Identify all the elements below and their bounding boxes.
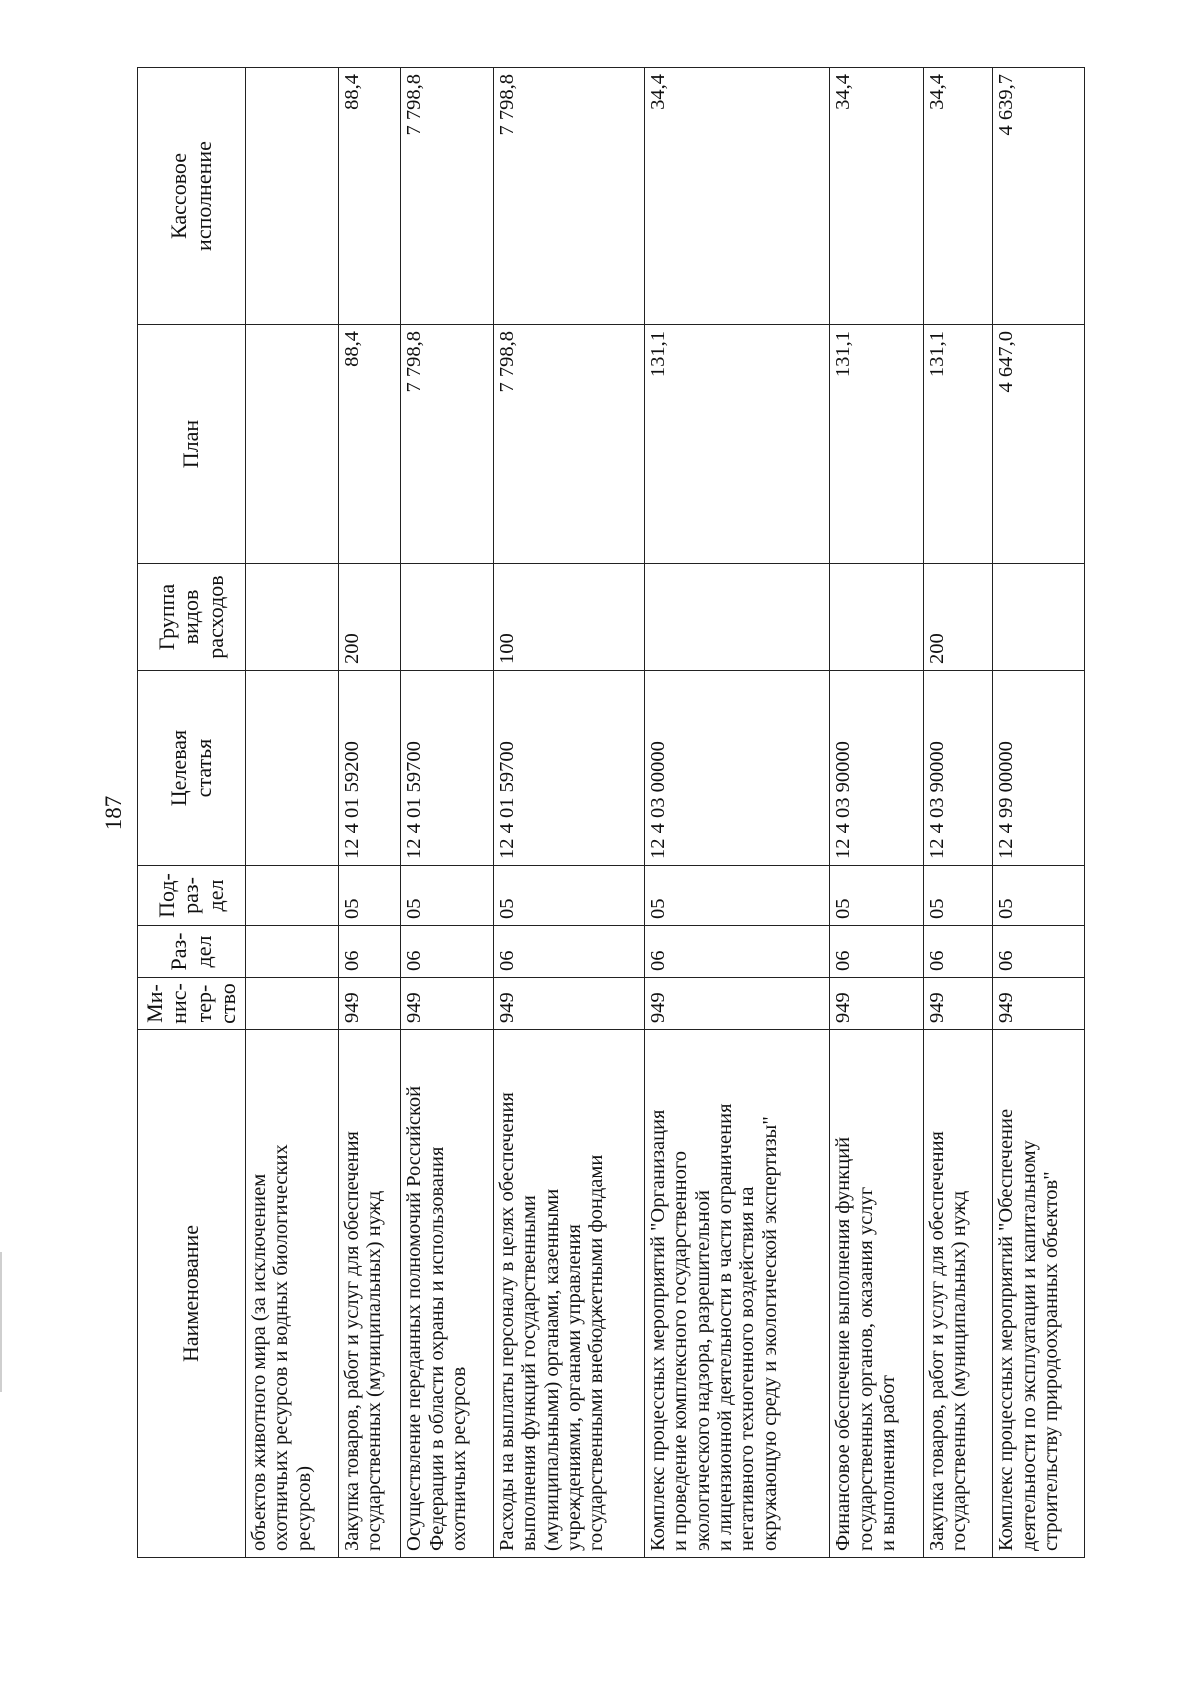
row-name: Расходы на выплаты персоналу в целях обеспечения выполнения функций государственными (муниципальными) органами, казенными учреждениями, органами управления государственными внебюджетными фондами [494,1030,645,1558]
row-section: 06 [924,926,993,978]
row-execution: 88,4 [338,68,401,325]
row-subsection [246,866,339,926]
row-plan [246,325,339,564]
row-target [246,671,339,866]
table-header [138,68,246,1558]
row-name: Осуществление переданных полномочий Российской Федерации в области охраны и использования охотничьих ресурсов [401,1030,494,1558]
row-name: Комплекс процессных мероприятий "Обеспечение деятельности по эксплуатации и капитальному строительству природоохранных объектов" [993,1030,1085,1558]
row-section: 06 [338,926,401,978]
row-plan: 131,1 [830,325,924,564]
row-ministry [246,978,339,1030]
row-target: 12 4 03 90000 [830,671,924,866]
row-expense-group [401,564,494,671]
table-row [338,68,401,1558]
row-plan: 7 798,8 [494,325,645,564]
row-ministry: 949 [924,978,993,1030]
header-section: Раз- дел [138,926,246,978]
row-section [246,926,339,978]
table-row [494,68,645,1558]
row-section: 06 [645,926,830,978]
row-subsection: 05 [993,866,1085,926]
row-plan: 88,4 [338,325,401,564]
row-execution: 34,4 [924,68,993,325]
row-subsection: 05 [924,866,993,926]
row-ministry: 949 [338,978,401,1030]
header-row [138,68,246,1558]
row-expense-group: 200 [338,564,401,671]
row-subsection: 05 [830,866,924,926]
row-target: 12 4 01 59200 [338,671,401,866]
row-subsection: 05 [401,866,494,926]
row-subsection: 05 [645,866,830,926]
row-section: 06 [993,926,1085,978]
row-ministry: 949 [494,978,645,1030]
row-ministry: 949 [993,978,1085,1030]
row-execution: 4 639,7 [993,68,1085,325]
row-name: Комплекс процессных мероприятий "Организация и проведение комплексного государственного экологического надзора, разрешительной и лицензионной деятельности в части ограничения негативного техногенного воздействия на окружающую среду и экологической экспертизы" [645,1030,830,1558]
row-ministry: 949 [645,978,830,1030]
row-execution: 34,4 [830,68,924,325]
table-body [246,68,1085,1558]
header-plan: План [138,325,246,564]
row-expense-group [830,564,924,671]
row-name: Закупка товаров, работ и услуг для обеспечения государственных (муниципальных) нужд [338,1030,401,1558]
table-row [924,68,993,1558]
row-target: 12 4 99 00000 [993,671,1085,866]
row-expense-group [645,564,830,671]
header-ministry: Ми- нис- тер- ство [138,978,246,1030]
table-row [401,68,494,1558]
row-subsection: 05 [494,866,645,926]
budget-table [137,67,1085,1558]
row-target: 12 4 03 00000 [645,671,830,866]
row-section: 06 [401,926,494,978]
row-target: 12 4 01 59700 [401,671,494,866]
row-expense-group: 100 [494,564,645,671]
header-execution: Кассовое исполнение [138,68,246,325]
table-row [830,68,924,1558]
row-name: Закупка товаров, работ и услуг для обеспечения государственных (муниципальных) нужд [924,1030,993,1558]
row-name: Финансовое обеспечение выполнения функций государственных органов, оказания услуг и выполнения работ [830,1030,924,1558]
row-plan: 7 798,8 [401,325,494,564]
table-row [993,68,1085,1558]
row-section: 06 [830,926,924,978]
row-expense-group [993,564,1085,671]
header-name: Наименование [138,1030,246,1558]
row-target: 12 4 03 90000 [924,671,993,866]
row-plan: 131,1 [924,325,993,564]
row-expense-group [246,564,339,671]
scan-edge-mark [0,1252,2,1392]
row-plan: 131,1 [645,325,830,564]
row-plan: 4 647,0 [993,325,1085,564]
row-subsection: 05 [338,866,401,926]
row-expense-group: 200 [924,564,993,671]
row-ministry: 949 [830,978,924,1030]
row-execution: 34,4 [645,68,830,325]
row-name: объектов животного мира (за исключением охотничьих ресурсов и водных биологических ресурсов) [246,1030,339,1558]
budget-table-container [137,68,1085,1558]
header-target: Целевая статья [138,671,246,866]
row-execution [246,68,339,325]
header-expense-group: Группа видов расходов [138,564,246,671]
row-ministry: 949 [401,978,494,1030]
page-number: 187 [101,795,126,831]
table-row [645,68,830,1558]
header-subsection: Под- раз- дел [138,866,246,926]
row-execution: 7 798,8 [494,68,645,325]
row-section: 06 [494,926,645,978]
table-row [246,68,339,1558]
row-target: 12 4 01 59700 [494,671,645,866]
row-execution: 7 798,8 [401,68,494,325]
